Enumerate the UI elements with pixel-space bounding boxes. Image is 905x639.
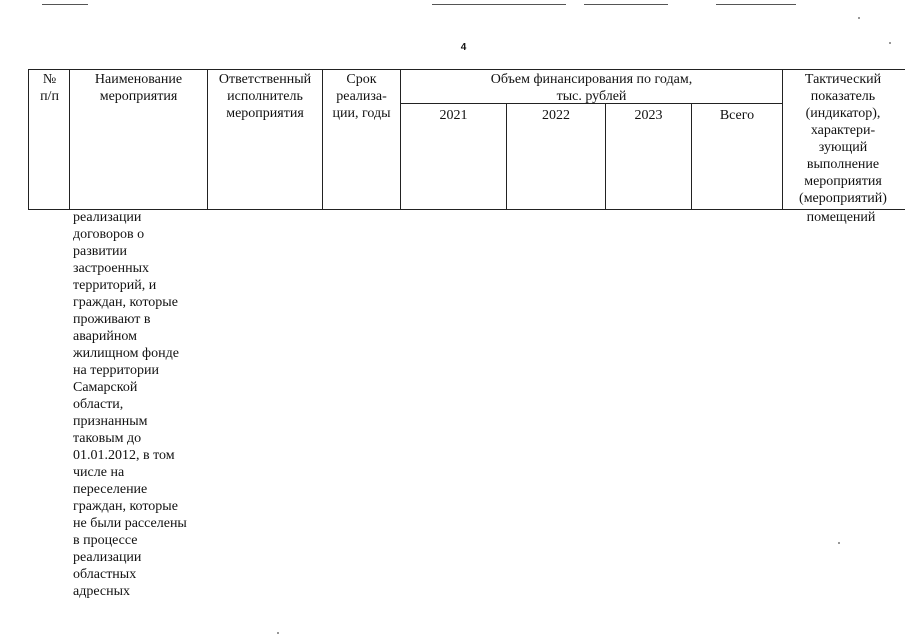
scan-speck: [277, 632, 279, 634]
column-header-funding: Объем финансирования по годам, тыс. рублей: [490, 72, 693, 104]
scan-speck: [858, 17, 860, 19]
page-number: 4: [460, 42, 467, 53]
row-name-continued: реализации договоров о развитии застроенных территорий, и граждан, которые проживают в аварийном жилищном фонде на территории Самарской области, признанным таковым до 01.01.2012, в том числе на переселение граждан, которые не были расселены в процессе реализации областных адресных: [73, 210, 187, 599]
table-header: [28, 69, 905, 210]
column-header-year-2022: 2022: [542, 108, 570, 123]
column-header-executor: Ответственный исполнитель мероприятия: [218, 72, 312, 121]
scan-artifact-line: [432, 4, 566, 5]
column-header-total: Всего: [719, 108, 755, 123]
scan-artifact-line: [584, 4, 668, 5]
column-header-year-2021: 2021: [439, 108, 468, 123]
column-header-year-2023: 2023: [634, 108, 663, 123]
scan-speck: [838, 542, 840, 544]
column-header-indicator: Тактический показатель (индикатор), характери- зующий выполнение мероприятия (мероприятий): [799, 72, 887, 206]
scan-artifact-line: [42, 4, 88, 5]
column-header-number: № п/п: [40, 72, 59, 104]
column-header-term: Срок реализа- ции, годы: [332, 72, 391, 121]
row-indicator-continued: помещений: [806, 210, 876, 225]
column-header-name: Наименование мероприятия: [94, 72, 183, 104]
scan-artifact-line: [716, 4, 796, 5]
